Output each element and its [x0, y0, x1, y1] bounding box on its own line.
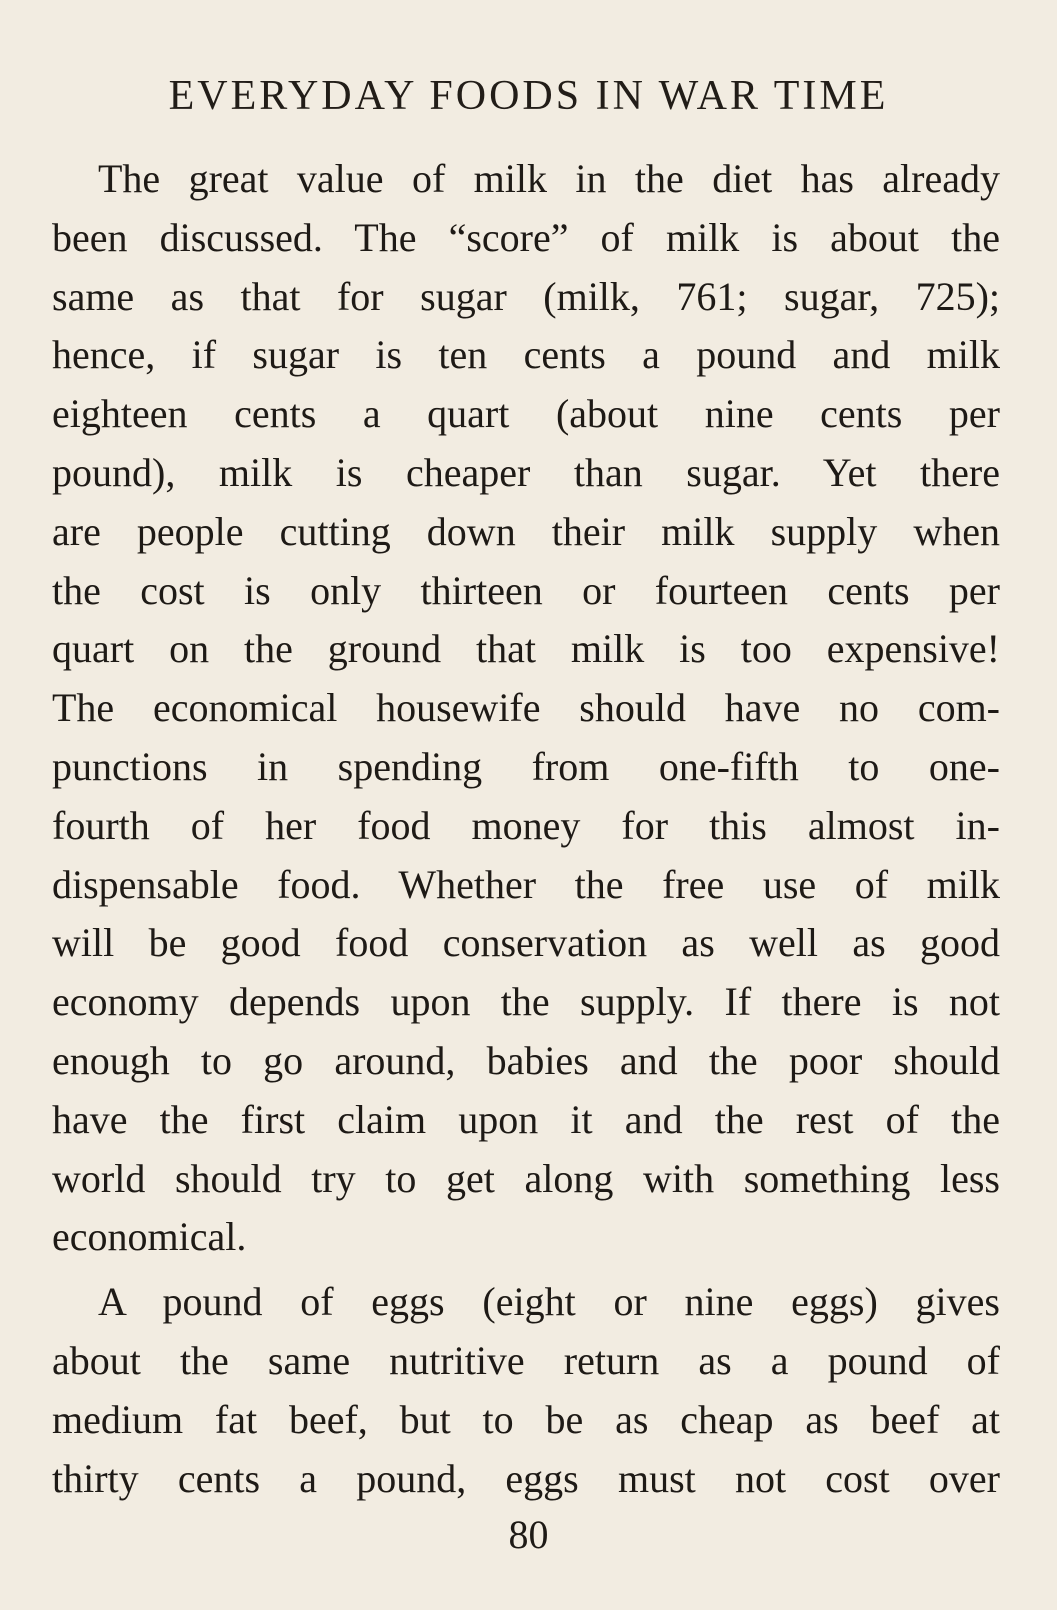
- text-line: been discussed. The “score” of milk is about the: [52, 214, 1000, 260]
- text-line: are people cutting down their milk supply when: [52, 508, 1000, 554]
- text-line: economy depends upon the supply. If there is not: [52, 979, 1000, 1025]
- page-number: 80: [508, 1512, 549, 1557]
- text-line: will be good food conservation as well as good: [52, 920, 1000, 966]
- text-line: economical.: [52, 1214, 247, 1260]
- text-line: the cost is only thirteen or fourteen cents per: [52, 567, 1000, 613]
- text-line: dispensable food. Whether the free use of milk: [52, 861, 1000, 907]
- text-line: about the same nutritive return as a pound of: [52, 1337, 1000, 1383]
- text-line: world should try to get along with something less: [52, 1155, 1000, 1201]
- text-line: quart on the ground that milk is too expensive!: [52, 626, 1000, 672]
- text-line: punctions in spending from one-fifth to one-: [52, 743, 1000, 789]
- text-line: The economical housewife should have no com-: [52, 685, 1000, 731]
- text-line: have the first claim upon it and the rest of the: [52, 1096, 1000, 1142]
- text-line: hence, if sugar is ten cents a pound and milk: [52, 332, 1000, 378]
- text-line: fourth of her food money for this almost in-: [52, 802, 1000, 848]
- text-line: same as that for sugar (milk, 761; sugar, 725);: [52, 273, 1000, 319]
- body-text: [52, 150, 1000, 1508]
- paragraph-eggs: [52, 1273, 1000, 1508]
- text-line: thirty cents a pound, eggs must not cost over: [52, 1455, 1000, 1501]
- text-line: A pound of eggs (eight or nine eggs) gives: [98, 1279, 1000, 1325]
- text-line: The great value of milk in the diet has already: [98, 156, 1000, 201]
- text-line: medium fat beef, but to be as cheap as beef at: [52, 1396, 1000, 1442]
- text-line: eighteen cents a quart (about nine cents per: [52, 391, 1000, 437]
- running-head: EVERYDAY FOODS IN WAR TIME: [168, 73, 889, 119]
- paragraph-milk: [52, 150, 1000, 1267]
- text-line: pound), milk is cheaper than sugar. Yet there: [52, 449, 1000, 495]
- text-line: enough to go around, babies and the poor should: [52, 1037, 1000, 1083]
